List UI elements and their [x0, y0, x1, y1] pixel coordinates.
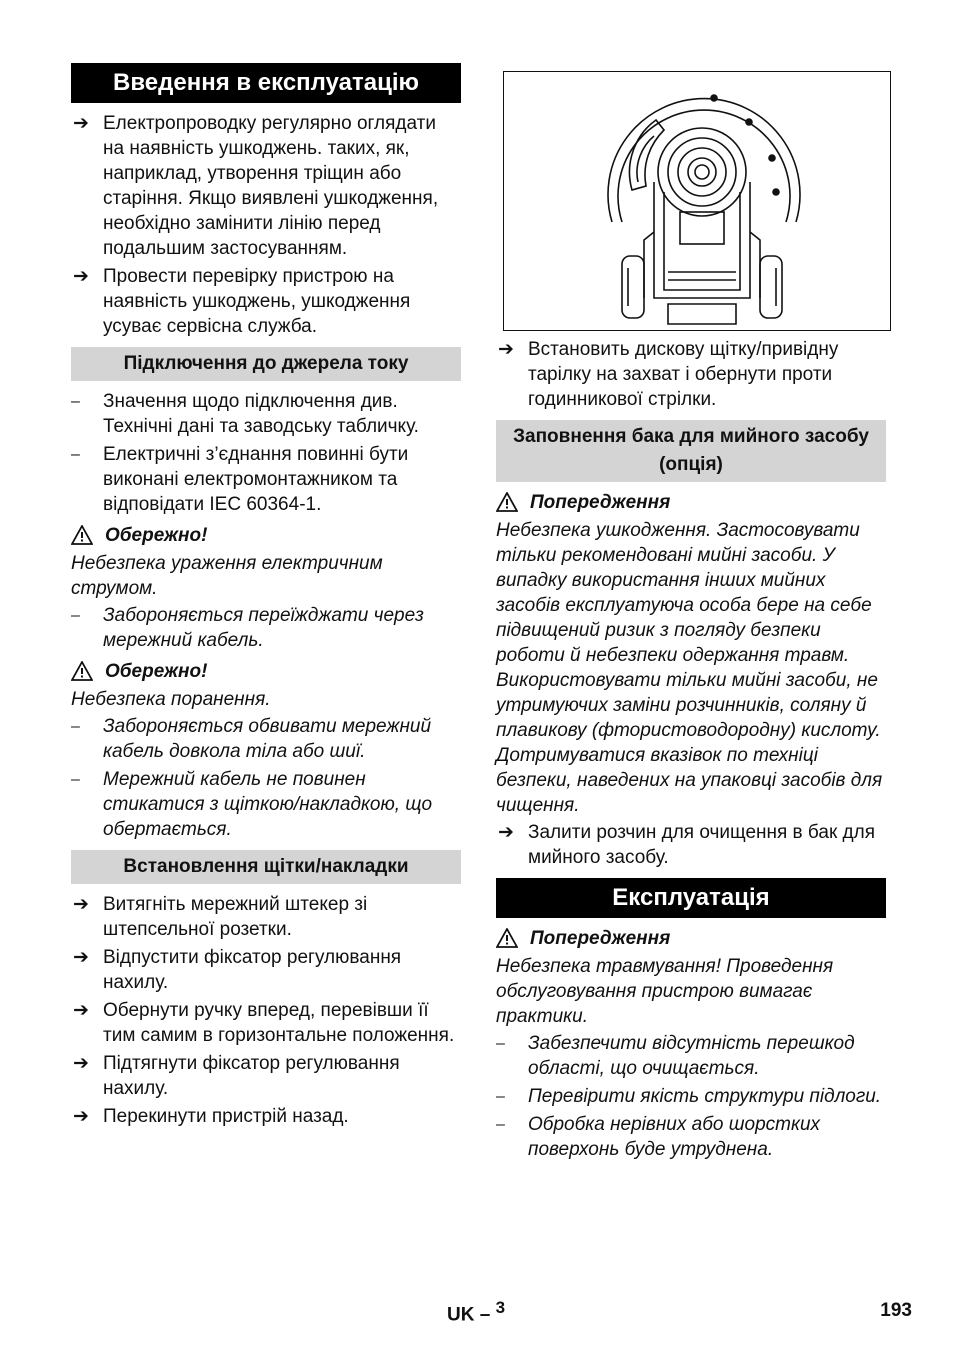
arrow-right-icon: ➔	[73, 1000, 89, 1021]
list-item: ➔ Витягніть мережний штекер зі штепсельної розетки.	[73, 894, 368, 940]
list-item: ➔ Підтягнути фіксатор регулювання нахилу.	[73, 1053, 400, 1099]
warning-triangle-icon	[71, 525, 93, 545]
warning-triangle-icon	[496, 928, 518, 948]
warning-heading: Попередження	[496, 926, 886, 951]
warning-text: Небезпека ушкодження. Застосовувати тільки рекомендовані мийні засоби. У випадку використання інших мийних засобів експлуатуюча особа бере на себе підвищений ризик з погляду безпеки роботи й небезпеки одержання травм. Використовувати тільки мийні засоби, не утримуючих заміни розчинників, соляну й плавикову (фтористоводородну) кислоту. Дотримуватися вказівок по техніці безпеки, наведених на упаковці засобів для чищення.	[496, 520, 883, 816]
list-item: ➔ Залити розчин для очищення в бак для мийного засобу.	[498, 822, 876, 868]
arrow-right-icon: ➔	[73, 947, 89, 968]
list-item: – Електричні з’єднання повинні бути виконані електромонтажником та відповідати IEC 60364-1.	[71, 444, 409, 515]
list-item: – Забезпечити відсутність перешкод області, що очищається.	[496, 1033, 855, 1079]
page-number: 193	[880, 1300, 912, 1321]
dash-bullet-icon: –	[496, 1035, 505, 1052]
arrow-right-icon: ➔	[498, 339, 514, 360]
warning-triangle-icon	[71, 661, 93, 681]
warning-text: Небезпека травмування! Проведення обслуговування пристрою вимагає практики.	[496, 956, 834, 1027]
dash-bullet-icon: –	[71, 393, 80, 410]
dash-bullet-icon: –	[71, 718, 80, 735]
device-illustration	[503, 71, 891, 331]
arrow-right-icon: ➔	[498, 822, 514, 843]
list-item: ➔ Провести перевірку пристрою на наявність ушкоджень, ушкодження усуває сервісна служба.	[73, 266, 411, 337]
list-item: – Забороняється переїжджати через мережний кабель.	[71, 605, 424, 651]
caution-heading: Обережно!	[71, 659, 461, 684]
arrow-right-icon: ➔	[73, 1106, 89, 1127]
list-item: ➔ Перекинути пристрій назад.	[73, 1106, 349, 1127]
list-item: – Мережний кабель не повинен стикатися з щіткою/накладкою, що обертається.	[71, 769, 433, 840]
section-title-commissioning: Введення в експлуатацію	[71, 63, 461, 103]
list-item: – Перевірити якість структури підлоги.	[496, 1086, 882, 1107]
left-column	[71, 63, 461, 1132]
warning-triangle-icon	[496, 492, 518, 512]
dash-bullet-icon: –	[496, 1116, 505, 1133]
floor-machine-drawing	[504, 72, 890, 330]
caution-text: Небезпека ураження електричним струмом.	[71, 553, 383, 599]
dash-bullet-icon: –	[71, 607, 80, 624]
list-item: ➔ Встановить дискову щітку/привідну тарілку на захват і обернути проти годинникової стрілки.	[498, 339, 839, 410]
list-item: – Забороняється обвивати мережний кабель довкола тіла або шиї.	[71, 716, 432, 762]
subsection-title-tank: Заповнення бака для мийного засобу (опція)	[496, 420, 886, 482]
caution-heading: Обережно!	[71, 523, 461, 548]
list-item: ➔ Обернути ручку вперед, перевівши її тим самим в горизонтальне положення.	[73, 1000, 455, 1046]
list-item: ➔ Відпустити фіксатор регулювання нахилу.	[73, 947, 402, 993]
dash-bullet-icon: –	[496, 1088, 505, 1105]
subsection-title-brush: Встановлення щітки/накладки	[71, 850, 461, 884]
dash-bullet-icon: –	[71, 446, 80, 463]
arrow-right-icon: ➔	[73, 113, 89, 134]
arrow-right-icon: ➔	[73, 894, 89, 915]
warning-heading: Попередження	[496, 490, 886, 515]
right-column	[496, 63, 886, 1165]
section-title-operation: Експлуатація	[496, 878, 886, 918]
dash-bullet-icon: –	[71, 771, 80, 788]
caution-text: Небезпека поранення.	[71, 689, 271, 710]
list-item: – Обробка нерівних або шорстких поверхонь буде утруднена.	[496, 1114, 821, 1160]
arrow-right-icon: ➔	[73, 1053, 89, 1074]
subsection-title-power: Підключення до джерела току	[71, 347, 461, 381]
list-item: ➔ Електропроводку регулярно оглядати на наявність ушкоджень. таких, як, наприклад, утворення тріщин або старіння. Якщо виявлені ушкодження, необхідно замінити лінію перед подальшим застосуванням.	[73, 113, 439, 259]
arrow-right-icon: ➔	[73, 266, 89, 287]
footer-language-page: UK – $^3$	[447, 1298, 506, 1326]
list-item: – Значення щодо підключення див. Технічні дані та заводську табличку.	[71, 391, 419, 437]
